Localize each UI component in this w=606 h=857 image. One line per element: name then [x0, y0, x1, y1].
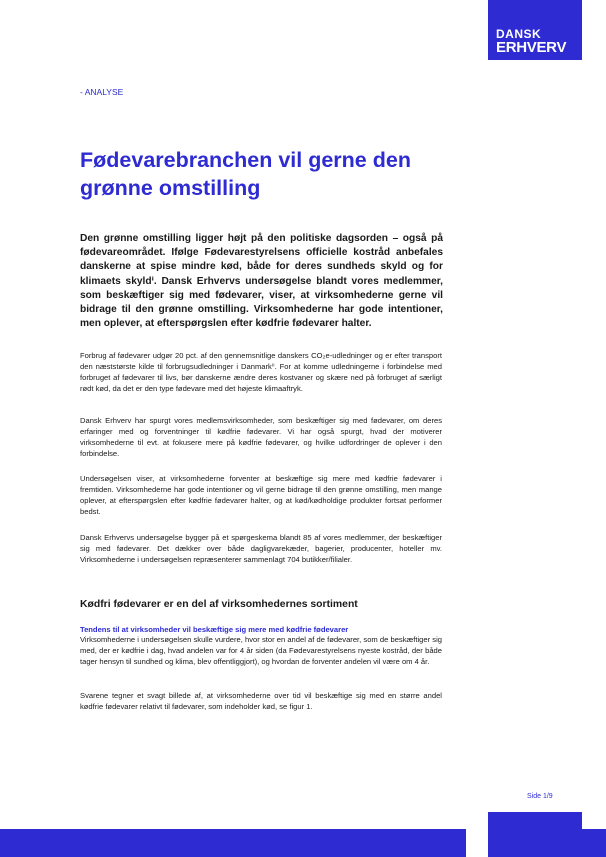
lead-paragraph: Den grønne omstilling ligger højt på den politiske dagsorden – også på fødevareområdet. Ifølge Fødevarestyrelsens officielle kostråd anbefales danskerne at spise mindre kød, både for deres sundheds skyld og for klimaets skyldⁱ. Dansk Erhvervs undersøgelse blandt vores medlemmer, som beskæftiger sig med fødevarer, viser, at virksomhederne gerne vil bidrage til den grønne omstilling. Virksomhederne har gode intentioner, men oplever, at efterspørgslen efter kødfrie fødevarer halter. [80, 233, 443, 330]
page-title: Fødevarebranchen vil gerne den grønne omstilling [80, 148, 411, 200]
brand-logo [488, 0, 582, 60]
body-paragraph-2: Dansk Erhverv har spurgt vores medlemsvirksomheder, som beskæftiger sig med fødevarer, om deres erfaringer med og forventninger til kødfrie fødevarer. Vi har også spurgt, hvad der motiverer virksomhederne til evt. at fokusere mere på kødfrie fødevarer, og hvilke udfordringer de oplever i den forbindelse. [80, 416, 442, 458]
section-tag: - ANALYSE [80, 87, 124, 97]
body-paragraph-6: Svarene tegner et svagt billede af, at virksomhederne over tid vil beskæftige sig med en større andel kødfrie fødevarer relativt til fødevarer, som indeholder kød, se figur 1. [80, 691, 442, 711]
page-number: Side 1/9 [527, 793, 553, 800]
body-paragraph-4: Dansk Erhvervs undersøgelse bygger på et spørgeskema blandt 85 af vores medlemmer, der beskæftiger sig med fødevarer. Det dækker over både dagligvarekæder, bagerier, producenter, hoteller mv. Virksomhederne i undersøgelsen repræsenterer sammenlagt 704 butikker/filialer. [80, 533, 442, 564]
body-paragraph-5: Virksomhederne i undersøgelsen skulle vurdere, hvor stor en andel af de fødevarer, som de beskæftiger sig med, der er kødfrie i dag, hvad andelen var for 4 år siden (da Fødevarestyrelsens nyeste kostråd, der både tager hensyn til sundhed og klima, blev offentliggjort), og hvordan de forventer andelen vil være om 4 år. [80, 635, 442, 666]
brand-logo-line1: DANSK [496, 27, 542, 41]
body-paragraph-1: Forbrug af fødevarer udgør 20 pct. af den gennemsnitlige danskers CO₂e-udledninger og er efter transport den næststørste kilde til forbrugsudledninger i Danmarkⁱⁱ. For at komme udledningerne i forbindelse med forbruget af fødevarer til livs, bør danskerne ændre deres kostvaner og skære ned på forbruget af særligt rødt kød, da det er den type fødevare med det højeste klimaaftryk. [80, 351, 442, 393]
footer-block [488, 812, 582, 857]
footer-gap [466, 812, 488, 857]
section-subheading: Kødfri fødevarer er en del af virksomhedernes sortiment [80, 599, 358, 610]
brand-logo-line2: ERHVERV [496, 39, 567, 56]
body-paragraph-3: Undersøgelsen viser, at virksomhederne forventer at beskæftige sig mere med kødfrie fødevarer i fremtiden. Virksomhederne har gode intentioner og vil gerne bidrage til den grønne omstilling, men mange oplever, at efterspørgslen efter kødfrie fødevarer halter, og at kød/kødholdige produkter fortsat performer bedst. [80, 474, 442, 516]
figure-title: Tendens til at virksomheder vil beskæftige sig mere med kødfrie fødevarer [80, 625, 349, 634]
